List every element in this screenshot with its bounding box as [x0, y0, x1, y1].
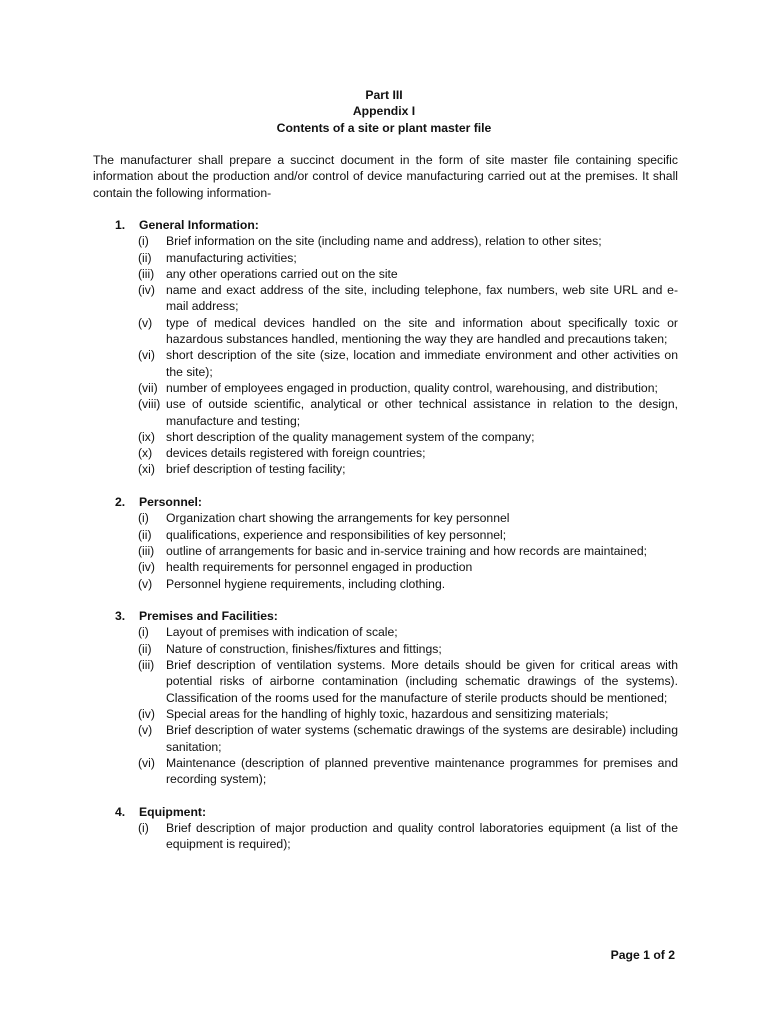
section	[93, 217, 678, 478]
list-item-text: Brief description of water systems (schematic drawings of the systems are desirable) including sanitation;	[166, 723, 678, 754]
section-number-wrap	[93, 608, 139, 624]
appendix-heading: Appendix I	[352, 104, 416, 119]
list-item-text: health requirements for personnel engaged in production	[166, 560, 473, 575]
list-item-number: (iii)	[138, 543, 155, 558]
part-heading: Part III	[365, 88, 403, 102]
section-heading	[93, 804, 678, 820]
section-title: General Information:	[139, 218, 259, 232]
list-item-text: Brief information on the site (including name and address), relation to other sites;	[166, 234, 602, 249]
list-item-number: (ii)	[138, 250, 152, 265]
sections-list	[93, 217, 678, 869]
list-item-text: brief description of testing facility;	[166, 462, 346, 477]
list-item	[93, 250, 678, 266]
section	[93, 804, 678, 853]
section	[93, 494, 678, 592]
list-item	[93, 266, 678, 282]
list-item-number: (v)	[138, 723, 153, 738]
section-title: Personnel:	[139, 495, 202, 510]
list-item-text: Maintenance (description of planned preventive maintenance programmes for premises and recording system);	[166, 755, 678, 787]
list-item	[93, 706, 678, 722]
list-item-text: outline of arrangements for basic and in-service training and how records are maintained;	[166, 543, 647, 558]
list-item-number: (ix)	[138, 429, 155, 444]
list-item-text: any other operations carried out on the site	[166, 266, 398, 281]
list-item-text: qualifications, experience and responsibilities of key personnel;	[166, 527, 507, 542]
list-item	[93, 755, 678, 788]
list-item-number: (iv)	[138, 283, 155, 298]
list-item	[93, 576, 678, 592]
list-item-number: (xi)	[138, 462, 155, 477]
section-number: 1.	[115, 218, 126, 232]
list-item-number: (i)	[138, 511, 149, 526]
list-item	[93, 820, 678, 853]
document-title: Contents of a site or plant master file	[276, 120, 492, 135]
section-title: Equipment:	[139, 804, 207, 819]
list-item-number: (i)	[138, 234, 149, 249]
section-heading	[93, 217, 678, 233]
list-item	[93, 510, 678, 526]
list-item-text: Personnel hygiene requirements, including clothing.	[166, 576, 446, 591]
list-item-number: (ii)	[138, 527, 152, 542]
list-item	[93, 527, 678, 543]
list-item-text: Special areas for the handling of highly toxic, hazardous and sensitizing materials;	[166, 706, 609, 721]
list-item	[93, 396, 678, 429]
section-number-wrap	[93, 804, 139, 820]
list-item-number: (v)	[138, 576, 153, 591]
list-item	[93, 559, 678, 575]
list-item-text: manufacturing activities;	[166, 250, 297, 265]
list-item	[93, 380, 678, 396]
list-item-text: devices details registered with foreign countries;	[166, 446, 426, 461]
list-item-text: Nature of construction, finishes/fixtures and fittings;	[166, 641, 442, 656]
list-item-number: (i)	[138, 625, 149, 640]
list-item	[93, 315, 678, 348]
list-item-text: short description of the quality management system of the company;	[166, 429, 535, 444]
list-item	[93, 624, 678, 640]
list-item-text: type of medical devices handled on the site and information about specifically toxic or hazardous substances handled, mentioning the way they are handled and precautions taken;	[166, 315, 678, 347]
section-number: 3.	[115, 609, 126, 624]
intro-paragraph: The manufacturer shall prepare a succinct document in the form of site master file containing specific information about the production and/or control of device manufacturing carried out at the premises. It shall contain the following information-	[93, 153, 678, 200]
list-item-number: (iv)	[138, 560, 155, 575]
list-item	[93, 445, 678, 461]
list-item	[93, 233, 678, 249]
section-number-wrap	[93, 494, 139, 510]
list-item	[93, 347, 678, 380]
list-item-text: name and exact address of the site, including telephone, fax numbers, web site URL and e-mail address;	[166, 283, 678, 314]
list-item	[93, 429, 678, 445]
list-item	[93, 543, 678, 559]
list-item-text: Layout of premises with indication of scale;	[166, 625, 398, 640]
list-item-text: Brief description of ventilation systems. More details should be given for critical areas with potential risks of airborne contamination (including schematic drawings of the systems). Classification of the rooms used for the manufacture of sterile products should be mentioned;	[166, 658, 678, 705]
list-item-number: (iii)	[138, 658, 155, 673]
list-item-number: (vi)	[138, 348, 155, 363]
list-item-number: (i)	[138, 820, 149, 835]
list-item-number: (vi)	[138, 755, 155, 770]
section-heading	[93, 608, 678, 624]
section-title: Premises and Facilities:	[139, 609, 278, 624]
list-item	[93, 461, 678, 477]
list-item-text: Brief description of major production and quality control laboratories equipment (a list of the equipment is required);	[166, 820, 678, 852]
section-number: 2.	[115, 495, 126, 510]
list-item-text: Organization chart showing the arrangements for key personnel	[166, 511, 510, 526]
list-item	[93, 641, 678, 657]
list-item	[93, 282, 678, 315]
document-header	[0, 87, 768, 136]
list-item	[93, 657, 678, 706]
section-number: 4.	[115, 804, 126, 819]
list-item-number: (iii)	[138, 266, 155, 281]
page-number: Page 1 of 2	[610, 948, 675, 962]
list-item-text: use of outside scientific, analytical or other technical assistance in relation to the design, manufacture and testing;	[166, 397, 678, 428]
section-number-wrap	[93, 217, 139, 233]
list-item-text: short description of the site (size, location and immediate environment and other activities on the site);	[166, 348, 678, 379]
list-item-number: (v)	[138, 315, 153, 330]
section	[93, 608, 678, 787]
list-item-number: (viii)	[138, 397, 161, 412]
list-item-number: (iv)	[138, 706, 155, 721]
list-item-number: (ii)	[138, 641, 152, 656]
list-item	[93, 722, 678, 755]
list-item-text: number of employees engaged in production, quality control, warehousing, and distribution;	[166, 380, 658, 395]
list-item-number: (x)	[138, 446, 153, 461]
section-heading	[93, 494, 678, 510]
list-item-number: (vii)	[138, 380, 158, 395]
